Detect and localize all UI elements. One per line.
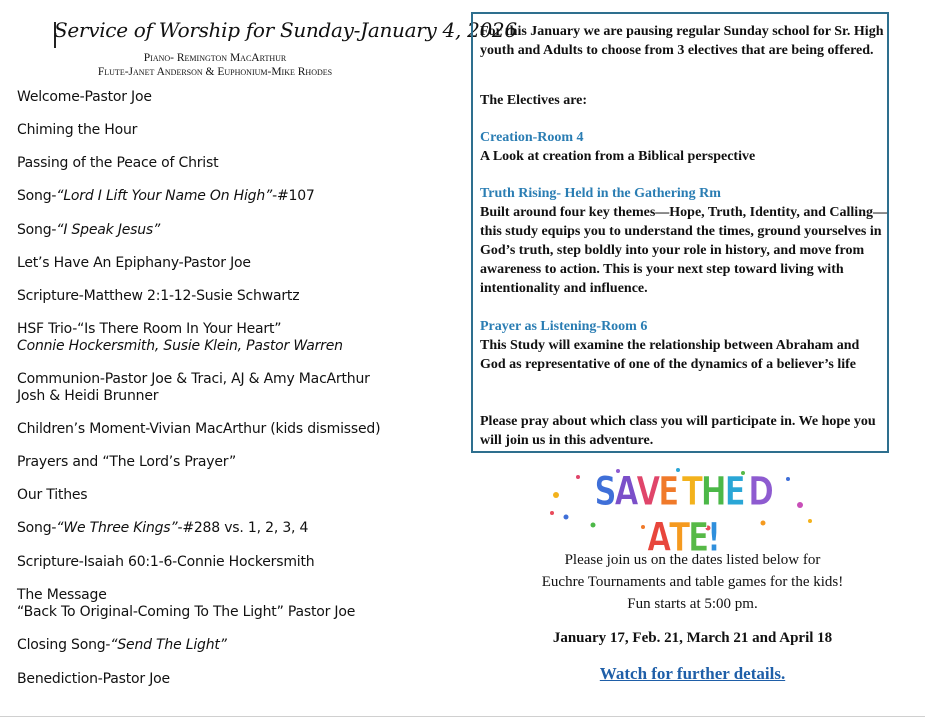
save-the-date-letter: E [658,469,678,515]
save-the-date-letter: D [748,469,772,515]
order-item-text: Closing Song- [17,637,111,653]
order-item [17,454,236,471]
order-item-text: Prayers and “The Lord’s Prayer” [17,454,236,470]
order-item-text: Passing of the Peace of Christ [17,155,219,171]
order-item-suffix: -#107 [272,188,315,204]
order-item-italic: “I Speak Jesus” [56,222,161,238]
order-item [17,487,87,504]
order-item-text: Welcome-Pastor Joe [17,89,152,105]
elective-title: Truth Rising- Held in the Gathering Rm [480,186,721,201]
elective-desc: Built around four key themes—Hope, Truth, Identity, and Calling—this study equips you to understand the times, ground yourselves in God’s truth, step boldly into your role in history, and move from awareness to action. This is your next step toward living with intentionality and influence. [480,205,887,296]
order-item [17,288,299,305]
order-item-text: Benediction-Pastor Joe [17,671,170,687]
order-item-text: The Message [17,587,107,603]
order-item-italic: “Lord I Lift Your Name On High” [56,188,273,204]
order-item-text: Let’s Have An Epiphany-Pastor Joe [17,255,251,271]
save-the-date-letter: V [636,469,659,515]
elective-desc: A Look at creation from a Biblical perspective [480,149,756,164]
order-item [17,671,170,688]
order-item-text: Song- [17,520,57,536]
order-item [17,321,343,355]
order-item [17,122,137,139]
save-the-date-letter: E [724,469,744,515]
order-item-text: HSF Trio-“Is There Room In Your Heart” [17,321,282,337]
order-item-suffix: -#288 vs. 1, 2, 3, 4 [177,520,309,536]
electives-heading: The Electives are: [480,93,588,108]
order-item-line2: Josh & Heidi Brunner [17,388,159,404]
save-the-date-letter: A [614,469,637,515]
event-dates: January 17, Feb. 21, March 21 and April 18 [552,630,833,646]
elective-desc: This Study will examine the relationship between Abraham and God as representative of one of the dynamics of a believer’s life [480,338,860,372]
order-item [17,188,315,205]
order-item [17,554,314,571]
save-the-date-letter: S [594,469,615,515]
order-item-italic: “We Three Kings” [56,520,178,536]
watch-details-link[interactable]: Watch for further details. [599,664,786,683]
elective-title: Prayer as Listening-Room 6 [480,319,648,334]
order-item [17,371,370,405]
order-item-text: Children’s Moment-Vivian MacArthur (kids dismissed) [17,421,381,437]
order-item [17,587,355,621]
order-item-text: Our Tithes [17,487,88,503]
order-item [17,222,160,239]
elective-title: Creation-Room 4 [480,130,584,145]
order-item-text: Communion-Pastor Joe & Traci, AJ & Amy MacArthur [17,371,370,387]
electives-intro: For this January we are pausing regular Sunday school for Sr. High youth and Adults to choose from 3 electives that are being offered. [480,24,884,58]
order-item-line2: “Back To Original-Coming To The Light” Pastor Joe [17,604,356,620]
order-item [17,155,218,172]
order-item [17,520,308,537]
invite-line-3: Fun starts at 5:00 pm. [627,596,758,612]
order-item-text: Song- [17,222,57,238]
order-item [17,255,251,272]
musicians-line-1: Piano- Remington MacArthur [143,52,287,64]
page-title: Service of Worship for Sunday-January 4, 2026 [54,18,517,42]
order-item-text: Song- [17,188,57,204]
order-item [17,89,152,106]
order-item-text: Scripture-Isaiah 60:1-6-Connie Hockersmith [17,554,315,570]
save-the-date-letter: T [681,469,701,515]
order-item-line2: Connie Hockersmith, Susie Klein, Pastor Warren [17,338,343,354]
page-bottom-edge [0,716,925,717]
order-item-text: Scripture-Matthew 2:1-12-Susie Schwartz [17,288,300,304]
save-the-date-letter: A [647,515,669,561]
save-the-date-letter: H [700,469,725,515]
invite-line-1: Please join us on the dates listed below for [564,552,821,568]
invite-line-2: Euchre Tournaments and table games for the kids! [541,574,844,590]
electives-box [471,12,889,453]
musicians-line-2: Flute-Janet Anderson & Euphonium-Mike Rhodes [97,66,333,78]
save-the-date-letter: E [687,515,707,561]
save-the-date-text [586,469,781,561]
order-item-italic: “Send The Light” [110,637,227,653]
order-item [17,637,227,654]
order-item-text: Chiming the Hour [17,122,138,138]
save-the-date-letter: ! [706,515,719,561]
order-item [17,421,380,438]
save-the-date-letter: T [668,515,688,561]
electives-closing: Please pray about which class you will participate in. We hope you will join us in this adventure. [480,414,876,448]
